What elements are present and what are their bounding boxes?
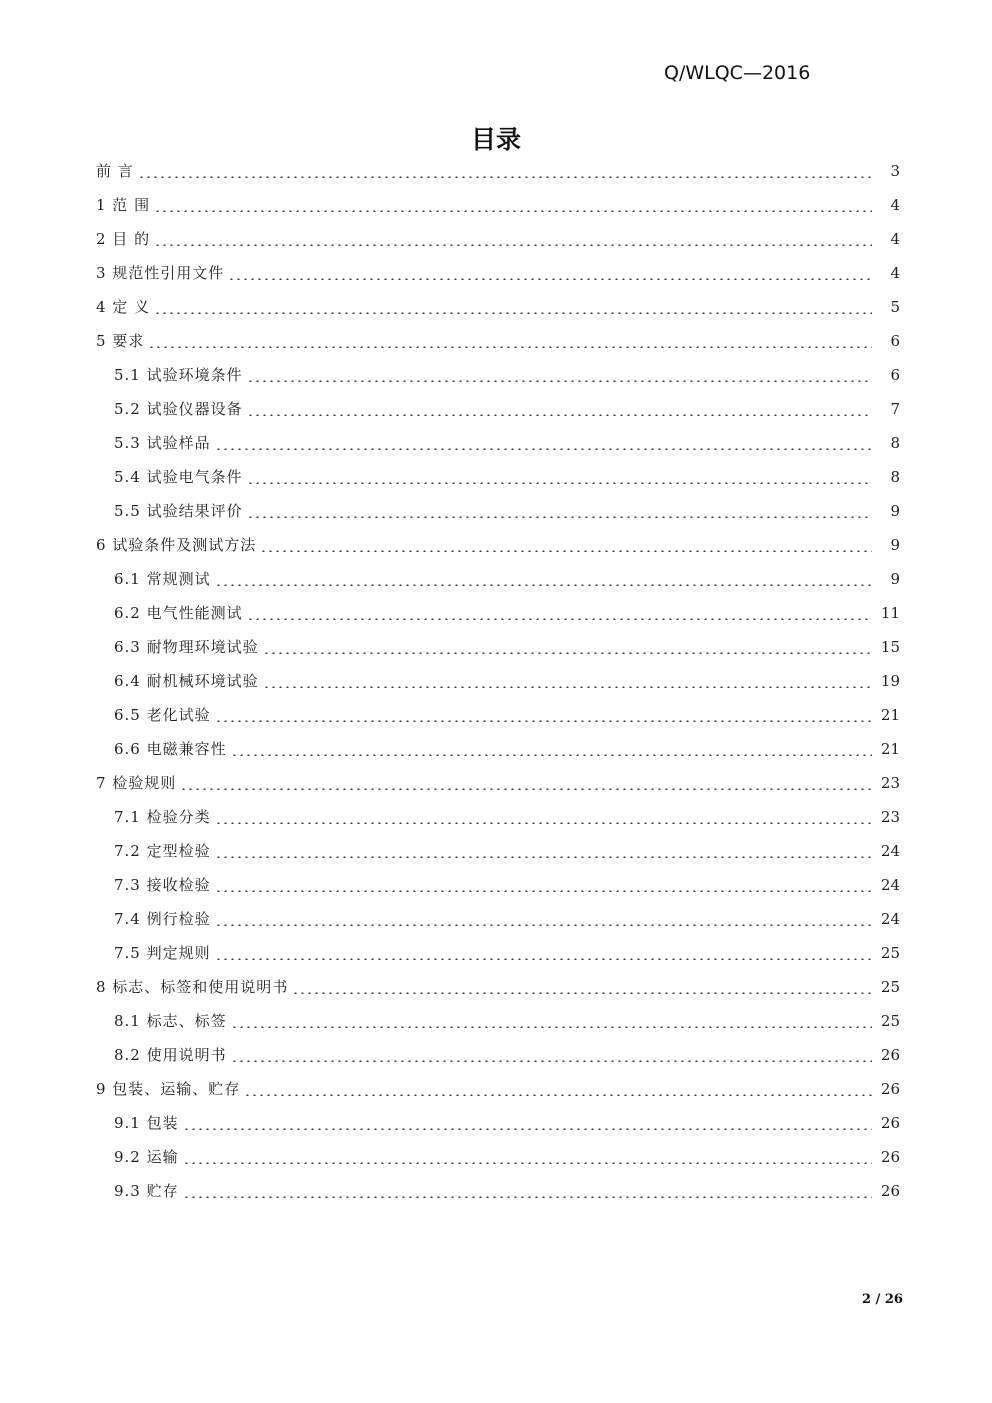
toc-entry[interactable] <box>96 188 900 222</box>
toc-entry[interactable] <box>96 460 900 494</box>
toc-entry[interactable] <box>96 630 900 664</box>
toc-entry-page: 4 <box>890 264 900 282</box>
toc-entry[interactable] <box>96 800 900 834</box>
toc-entry[interactable] <box>96 868 900 902</box>
dot-leader <box>215 924 872 926</box>
dot-leader <box>215 448 872 450</box>
toc-entry-page: 4 <box>890 230 900 248</box>
toc-entry[interactable] <box>96 1038 900 1072</box>
dot-leader <box>215 958 872 960</box>
toc-entry[interactable] <box>96 732 900 766</box>
toc-entry[interactable] <box>96 596 900 630</box>
dot-leader <box>231 1060 872 1062</box>
toc-entry-label: 前 言 <box>96 162 134 180</box>
toc-entry[interactable] <box>96 1072 900 1106</box>
dot-leader <box>260 550 872 552</box>
toc-entry-page: 9 <box>890 536 900 554</box>
dot-leader <box>154 210 872 212</box>
dot-leader <box>263 686 872 688</box>
dot-leader <box>215 720 872 722</box>
toc-entry[interactable] <box>96 834 900 868</box>
dot-leader <box>228 278 872 280</box>
toc-entry-page: 26 <box>880 1182 900 1200</box>
dot-leader <box>231 754 872 756</box>
dot-leader <box>183 1162 872 1164</box>
toc-entry-label: 9.3 贮存 <box>114 1182 179 1200</box>
dot-leader <box>292 992 872 994</box>
toc-entry[interactable] <box>96 766 900 800</box>
dot-leader <box>231 1026 872 1028</box>
dot-leader <box>247 482 872 484</box>
dot-leader <box>148 346 872 348</box>
toc-entry-page: 21 <box>880 740 900 758</box>
toc-entry-label: 6.4 耐机械环境试验 <box>114 672 259 690</box>
dot-leader <box>183 1128 872 1130</box>
toc-entry-label: 8.1 标志、标签 <box>114 1012 227 1030</box>
toc-entry-page: 15 <box>880 638 900 656</box>
toc-entry[interactable] <box>96 1106 900 1140</box>
toc-entry-page: 26 <box>880 1148 900 1166</box>
toc-entry-label: 6.5 老化试验 <box>114 706 211 724</box>
dot-leader <box>138 176 872 178</box>
toc-entry-label: 9 包装、运输、贮存 <box>96 1080 241 1098</box>
toc-entry-label: 5.5 试验结果评价 <box>114 502 243 520</box>
toc-entry-label: 6.3 耐物理环境试验 <box>114 638 259 656</box>
toc-entry-label: 7 检验规则 <box>96 774 177 792</box>
toc-entry-page: 8 <box>890 434 900 452</box>
toc-entry[interactable] <box>96 936 900 970</box>
toc-entry-label: 6 试验条件及测试方法 <box>96 536 257 554</box>
toc-entry[interactable] <box>96 1174 900 1208</box>
toc-entry-label: 7.4 例行检验 <box>114 910 211 928</box>
toc-entry[interactable] <box>96 562 900 596</box>
toc-entry-page: 5 <box>890 298 900 316</box>
toc-entry-label: 3 规范性引用文件 <box>96 264 225 282</box>
toc-entry-label: 5.1 试验环境条件 <box>114 366 243 384</box>
toc-entry[interactable] <box>96 1140 900 1174</box>
dot-leader <box>215 822 872 824</box>
toc-entry[interactable] <box>96 290 900 324</box>
toc-entry-page: 7 <box>890 400 900 418</box>
toc-entry-page: 25 <box>880 944 900 962</box>
toc-entry-label: 5.2 试验仪器设备 <box>114 400 243 418</box>
toc-entry[interactable] <box>96 358 900 392</box>
dot-leader <box>247 618 872 620</box>
toc-entry-label: 8.2 使用说明书 <box>114 1046 227 1064</box>
toc-entry-page: 4 <box>890 196 900 214</box>
toc-entry-page: 25 <box>880 978 900 996</box>
toc-entry[interactable] <box>96 222 900 256</box>
toc-entry-label: 6.2 电气性能测试 <box>114 604 243 622</box>
dot-leader <box>215 584 872 586</box>
toc-entry-page: 24 <box>880 876 900 894</box>
dot-leader <box>154 244 872 246</box>
dot-leader <box>180 788 872 790</box>
dot-leader <box>247 516 872 518</box>
toc-entry-label: 4 定 义 <box>96 298 151 316</box>
toc-entry-page: 3 <box>890 162 900 180</box>
toc-entry-label: 6.1 常规测试 <box>114 570 211 588</box>
toc-entry-label: 9.2 运输 <box>114 1148 179 1166</box>
toc-entry[interactable] <box>96 154 900 188</box>
toc-entry-label: 5 要求 <box>96 332 145 350</box>
toc-entry-label: 8 标志、标签和使用说明书 <box>96 978 289 996</box>
toc-entry[interactable] <box>96 528 900 562</box>
table-of-contents <box>96 154 900 1208</box>
toc-entry-page: 23 <box>880 774 900 792</box>
toc-entry[interactable] <box>96 1004 900 1038</box>
toc-entry-page: 19 <box>880 672 900 690</box>
dot-leader <box>215 890 872 892</box>
toc-entry-label: 7.2 定型检验 <box>114 842 211 860</box>
toc-entry-page: 26 <box>880 1046 900 1064</box>
toc-entry-page: 9 <box>890 502 900 520</box>
toc-entry[interactable] <box>96 902 900 936</box>
dot-leader <box>154 312 872 314</box>
toc-entry[interactable] <box>96 664 900 698</box>
dot-leader <box>215 856 872 858</box>
toc-entry-page: 6 <box>890 366 900 384</box>
toc-entry-page: 24 <box>880 910 900 928</box>
dot-leader <box>244 1094 872 1096</box>
toc-entry[interactable] <box>96 256 900 290</box>
toc-entry-label: 5.4 试验电气条件 <box>114 468 243 486</box>
toc-entry[interactable] <box>96 970 900 1004</box>
toc-entry-page: 26 <box>880 1114 900 1132</box>
toc-entry-page: 23 <box>880 808 900 826</box>
toc-entry-page: 26 <box>880 1080 900 1098</box>
page-number: 2 / 26 <box>862 1292 903 1307</box>
toc-entry[interactable] <box>96 426 900 460</box>
toc-entry-label: 5.3 试验样品 <box>114 434 211 452</box>
toc-entry-page: 9 <box>890 570 900 588</box>
toc-entry-page: 11 <box>880 604 900 622</box>
toc-entry-label: 9.1 包装 <box>114 1114 179 1132</box>
page-title: 目录 <box>470 125 521 154</box>
dot-leader <box>183 1196 872 1198</box>
dot-leader <box>263 652 872 654</box>
toc-entry-page: 21 <box>880 706 900 724</box>
toc-entry-page: 24 <box>880 842 900 860</box>
toc-entry-page: 8 <box>890 468 900 486</box>
document-code: Q/WLQC—2016 <box>664 62 811 84</box>
toc-entry-label: 7.3 接收检验 <box>114 876 211 894</box>
toc-entry[interactable] <box>96 392 900 426</box>
toc-entry[interactable] <box>96 698 900 732</box>
toc-entry-label: 2 目 的 <box>96 230 151 248</box>
toc-entry-label: 7.1 检验分类 <box>114 808 211 826</box>
toc-entry[interactable] <box>96 324 900 358</box>
toc-entry-page: 25 <box>880 1012 900 1030</box>
toc-entry-label: 7.5 判定规则 <box>114 944 211 962</box>
toc-entry-label: 1 范 围 <box>96 196 151 214</box>
toc-entry[interactable] <box>96 494 900 528</box>
dot-leader <box>247 380 872 382</box>
toc-entry-page: 6 <box>890 332 900 350</box>
toc-entry-label: 6.6 电磁兼容性 <box>114 740 227 758</box>
dot-leader <box>247 414 872 416</box>
